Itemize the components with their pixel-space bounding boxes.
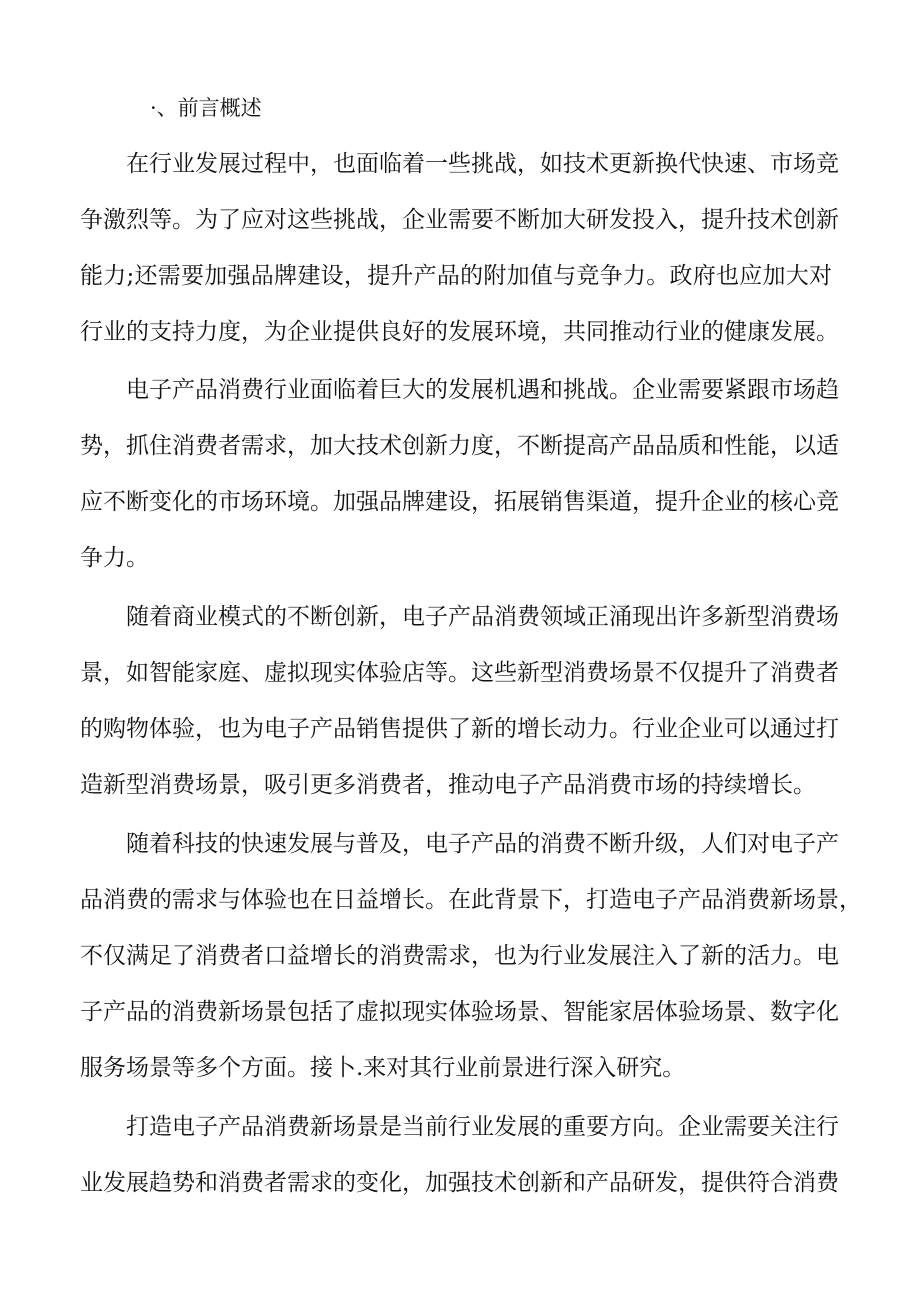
paragraph-4 <box>80 816 862 1096</box>
paragraph-line: 争力。 <box>80 545 149 571</box>
paragraph-3 <box>80 589 839 813</box>
paragraph-line: 能力;还需要加强品牌建设，提升产品的附加值与竞争力。政府也应加大对 <box>80 263 832 289</box>
paragraph-line: 随着商业模式的不断创新，电子产品消费领域正涌现出许多新型消费场 <box>126 604 839 630</box>
paragraph-line: 电子产品消费行业面临着巨大的发展机遇和挑战。企业需要紧跟市场趋 <box>126 377 839 403</box>
paragraph-line: 的购物体验，也为电子产品销售提供了新的增长动力。行业企业可以通过打 <box>80 716 839 742</box>
paragraph-line: 不仅满足了消费者口益增长的消费需求，也为行业发展注入了新的活力。电 <box>80 943 839 969</box>
paragraph-line: 在行业发展过程中，也面临着一些挑战，如技术更新换代快速、市场竞 <box>126 151 839 177</box>
paragraph-line: 景，如智能家庭、虚拟现实体验店等。这些新型消费场景不仅提升了消费者 <box>80 660 839 686</box>
paragraph-5 <box>80 1099 839 1211</box>
paragraph-line: 服务场景等多个方面。接卜.来对其行业前景进行深入研究。 <box>80 1055 686 1081</box>
paragraph-line: 业发展趋势和消费者需求的变化，加强技术创新和产品研发，提供符合消费 <box>80 1170 839 1196</box>
paragraph-2 <box>80 362 839 586</box>
paragraph-line: 应不断变化的市场环境。加强品牌建设，拓展销售渠道，提升企业的核心竞 <box>80 489 839 515</box>
paragraph-line: 争激烈等。为了应对这些挑战，企业需要不断加大研发投入，提升技术创新 <box>80 207 839 233</box>
paragraph-line: 打造电子产品消费新场景是当前行业发展的重要方向。企业需要关注行 <box>126 1114 839 1140</box>
section-heading: ·、前言概述 <box>150 96 262 120</box>
paragraph-line: 势，抓住消费者需求，加大技术创新力度，不断提高产品品质和性能，以适 <box>80 433 839 459</box>
paragraph-line: 行业的支持力度，为企业提供良好的发展环境，共同推动行业的健康发展。 <box>80 319 839 345</box>
paragraph-line: 品消费的需求与体验也在日益增长。在此背景下，打造电子产品消费新场景， <box>80 887 862 913</box>
paragraph-line: 随着科技的快速发展与普及，电子产品的消费不断升级，人们对电子产 <box>126 831 839 857</box>
paragraph-line: 子产品的消费新场景包括了虚拟现实体验场景、智能家居体验场景、数字化 <box>80 999 839 1025</box>
paragraph-1 <box>80 136 839 360</box>
paragraph-line: 造新型消费场景，吸引更多消费者，推动电子产品消费市场的持续增长。 <box>80 772 816 798</box>
